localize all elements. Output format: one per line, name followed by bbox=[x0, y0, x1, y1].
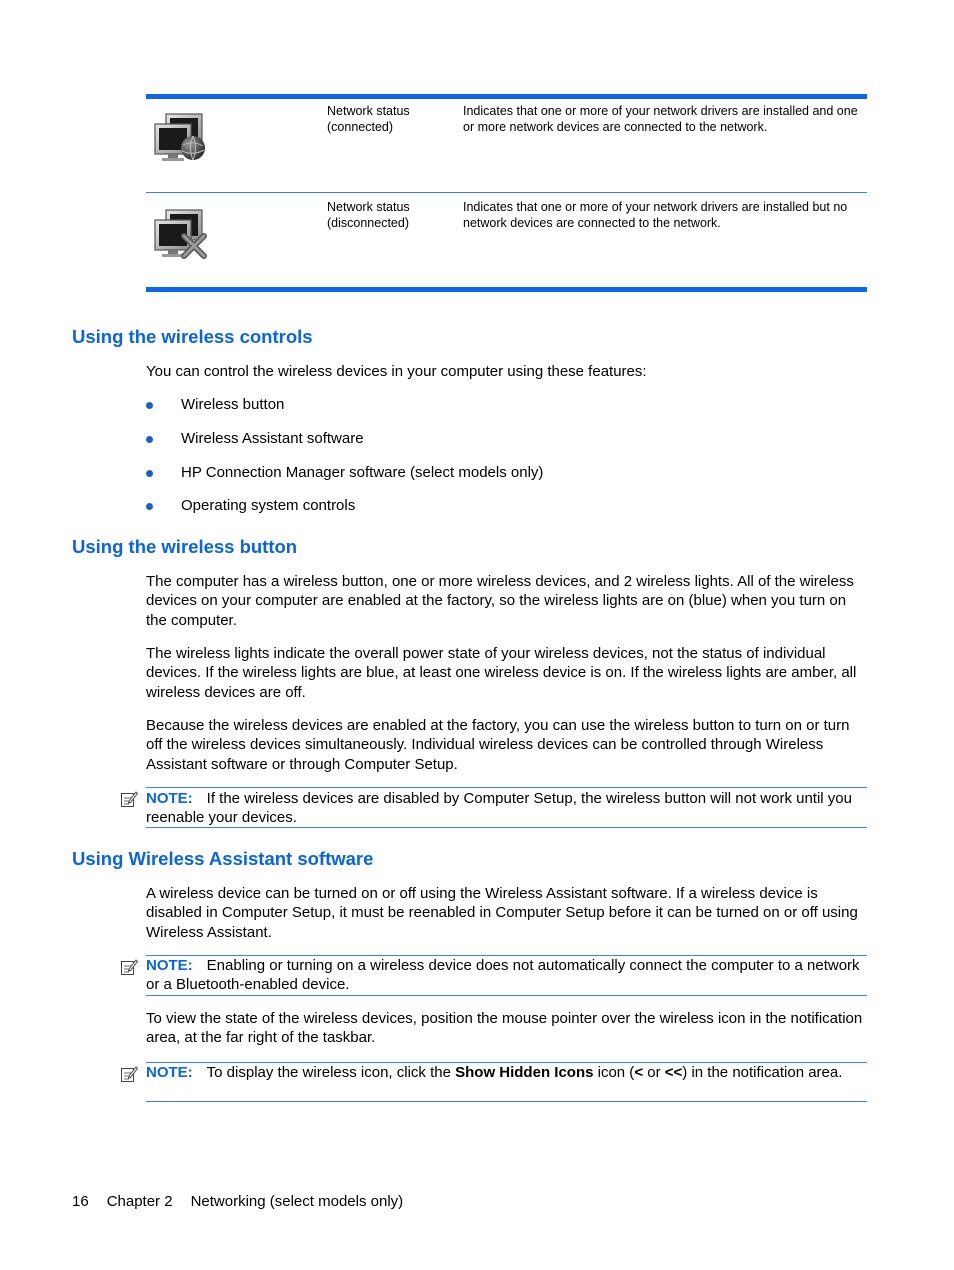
status-name bbox=[327, 199, 410, 231]
list-item-text: Wireless Assistant software bbox=[181, 430, 364, 447]
button-paragraph-3: Because the wireless devices are enabled at the factory, you can use the wireless button to turn on or turn off the wireless devices simultaneously. Individual wireless devices can be controlled through Wireless Assistant software or through Computer Setup. bbox=[146, 717, 850, 773]
bullet-icon bbox=[146, 436, 153, 443]
section-heading-wireless-button: Using the wireless button bbox=[72, 536, 298, 557]
note-body: ) in the notification area. bbox=[682, 1064, 843, 1081]
double-chevron-symbol: << bbox=[664, 1064, 683, 1081]
status-description-line: Indicates that one or more of your network drivers are installed but no bbox=[463, 200, 848, 214]
status-name-line: (connected) bbox=[327, 120, 394, 134]
network-connected-icon bbox=[150, 110, 210, 166]
note-body: To display the wireless icon, click the bbox=[206, 1064, 456, 1081]
status-description bbox=[463, 103, 858, 135]
note-bottom-rule bbox=[146, 1101, 867, 1102]
list-item-text: HP Connection Manager software (select models only) bbox=[181, 464, 544, 481]
status-name-line: Network status bbox=[327, 200, 410, 214]
table-top-rule bbox=[146, 94, 867, 99]
note-label: NOTE: bbox=[146, 790, 193, 807]
note-label: NOTE: bbox=[146, 957, 193, 974]
status-description-line: network devices are connected to the network. bbox=[463, 216, 721, 230]
page-footer bbox=[72, 1193, 421, 1210]
status-name bbox=[327, 103, 410, 135]
status-description-line: Indicates that one or more of your network drivers are installed and one bbox=[463, 104, 858, 118]
status-name-line: Network status bbox=[327, 104, 410, 118]
button-paragraph-2: The wireless lights indicate the overall power state of your wireless devices, not the status of individual devices. If the wireless lights are blue, at least one wireless device is on. If the wireless lights are amber, all wireless devices are off. bbox=[146, 645, 857, 701]
note-label: NOTE: bbox=[146, 1064, 193, 1081]
note-body: If the wireless devices are disabled by Computer Setup, the wireless button will not work until you reenable your devices. bbox=[146, 790, 852, 827]
page-number: 16 bbox=[72, 1193, 89, 1210]
note-pencil-icon bbox=[120, 958, 138, 976]
note-pencil-icon bbox=[120, 1065, 138, 1083]
bullet-icon bbox=[146, 470, 153, 477]
note-pencil-icon bbox=[120, 790, 138, 808]
status-description bbox=[463, 199, 847, 231]
list-item-text: Operating system controls bbox=[181, 497, 356, 514]
note-text bbox=[146, 789, 868, 828]
assistant-paragraph-1: A wireless device can be turned on or off using the Wireless Assistant software. If a wireless device is disabled in Computer Setup, it must be reenabled in Computer Setup before it can be turned on or off using Wireless Assistant. bbox=[146, 885, 858, 941]
bullet-icon bbox=[146, 402, 153, 409]
note-bottom-rule bbox=[146, 827, 867, 828]
note-text bbox=[146, 956, 868, 995]
table-bottom-rule bbox=[146, 287, 867, 292]
section-heading-wireless-controls: Using the wireless controls bbox=[72, 326, 313, 347]
show-hidden-icons-label: Show Hidden Icons bbox=[455, 1064, 594, 1081]
note-bottom-rule bbox=[146, 995, 867, 996]
status-name-line: (disconnected) bbox=[327, 216, 409, 230]
note-body: Enabling or turning on a wireless device does not automatically connect the computer to a network or a Bluetooth-enabled device. bbox=[146, 957, 860, 994]
chapter-title: Networking (select models only) bbox=[190, 1193, 404, 1210]
controls-intro: You can control the wireless devices in your computer using these features: bbox=[146, 363, 647, 380]
chapter-label: Chapter 2 bbox=[106, 1193, 173, 1210]
network-disconnected-icon bbox=[150, 206, 210, 262]
assistant-paragraph-2: To view the state of the wireless devices, position the mouse pointer over the wireless icon in the notification area, at the far right of the taskbar. bbox=[146, 1010, 863, 1047]
list-item-text: Wireless button bbox=[181, 396, 285, 413]
note-text bbox=[146, 1063, 868, 1082]
status-description-line: or more network devices are connected to the network. bbox=[463, 120, 768, 134]
section-heading-wireless-assistant: Using Wireless Assistant software bbox=[72, 848, 374, 869]
single-chevron-symbol: < bbox=[634, 1064, 644, 1081]
button-paragraph-1: The computer has a wireless button, one or more wireless devices, and 2 wireless lights. All of the wireless devices on your computer are enabled at the factory, so the wireless lights are on (blue) when you turn on the computer. bbox=[146, 573, 854, 629]
note-top-rule bbox=[146, 787, 867, 788]
bullet-icon bbox=[146, 503, 153, 510]
note-body: or bbox=[643, 1064, 665, 1081]
table-row-divider bbox=[146, 192, 867, 193]
note-body: icon ( bbox=[593, 1064, 635, 1081]
